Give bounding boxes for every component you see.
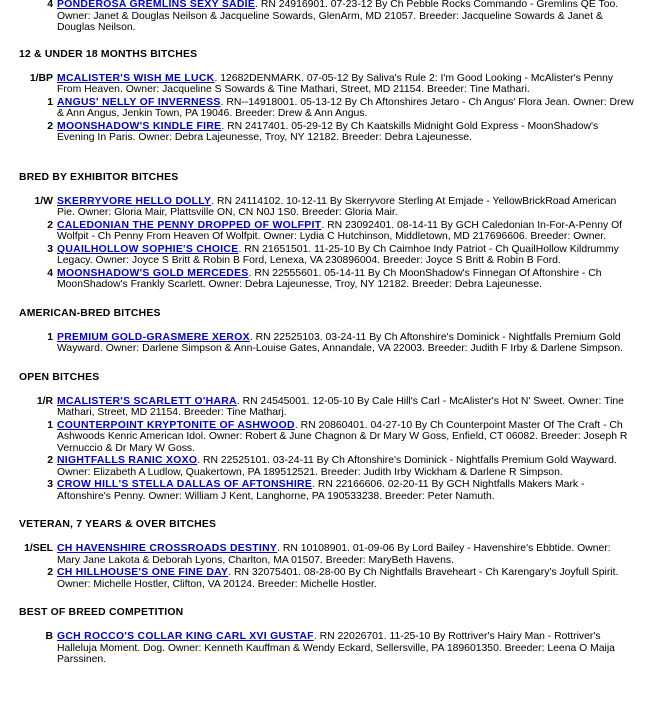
dog-name-link[interactable]: MCALISTER'S WISH ME LUCK: [57, 72, 215, 84]
result-entry: [0, 396, 654, 419]
result-entry: [0, 332, 654, 355]
entry-description: . RN 22166606. 02-20-11 By GCH Nightfalls Makers Mark - Aftonshire's Penny. Owner: William J Kent, Langhorne, PA 190533238. Breeder: Peter Namuth.: [57, 479, 585, 502]
dog-name-link[interactable]: SKERRYVORE HELLO DOLLY: [57, 195, 212, 207]
dog-name-link[interactable]: CH HAVENSHIRE CROSSROADS DESTINY: [57, 543, 278, 554]
entry-description: . RN 10108901. 01-09-06 By Lord Bailey - Havenshire's Ebbtide. Owner: Mary Jane Lakota & Deborah Lyons, Charlton, MA 01507. Breeder: MaryBeth Havens.: [57, 543, 611, 566]
entry-placing: 1/R: [36, 395, 53, 407]
dog-name-link[interactable]: MCALISTER'S SCARLETT O'HARA: [57, 395, 237, 407]
dog-name-link[interactable]: ANGUS' NELLY OF INVERNESS: [57, 96, 221, 108]
entry-placing: 3: [47, 243, 53, 255]
entry-description: . RN 24545001. 12-05-10 By Cale Hill's Carl - McAlister's Hot N' Sweet. Owner: Tine Mathari, Street, MD 21154. Breeder: Tine Matharj.: [57, 395, 624, 418]
entry-placing: 2: [47, 120, 53, 132]
entry-description: . RN 20860401. 04-27-10 By Ch Counterpoint Master Of The Craft - Ch Ashwoods Kenric American Idol. Owner: Robert & June Chagnon & Dr Mary W Goss, Enfield, CT 06082. Breeder: Joseph R Vernuccio & Dr Mary W Goss.: [57, 419, 628, 454]
dog-name-link[interactable]: CROW HILL'S STELLA DALLAS OF AFTONSHIRE: [57, 479, 313, 490]
entry-description: . RN 22525103. 03-24-11 By Ch Aftonshire's Dominick - Nightfalls Premium Gold Wayward. Owner: Darlene Simpson & Ann-Louise Gates, Annandale, VA 22003. Breeder: Judith F Irby & Darlene Simpson.: [57, 331, 624, 354]
entry-placing: 2: [47, 219, 53, 231]
section-title: BRED BY EXHIBITOR BITCHES: [19, 171, 179, 183]
result-entry: [0, 268, 654, 291]
entry-placing: 1: [47, 419, 53, 431]
result-entry: [0, 97, 654, 120]
result-entry: [0, 479, 654, 502]
entry-description: . RN 21651501. 11-25-10 By Ch Caimhoe Indy Patriot - Ch QuailHollow Kildrummy Legacy. Owner: Joyce S Britt & Robin B Ford, Lenexa, VA 230896004. Breeder: Joyce S Britt & Robin B Ford.: [57, 243, 619, 266]
entry-placing: B: [45, 631, 53, 642]
result-entry: [0, 420, 654, 455]
entry-placing: 4: [47, 267, 53, 279]
result-entry: [0, 196, 654, 219]
result-entry: [0, 455, 654, 478]
entry-placing: 1/BP: [29, 72, 53, 84]
result-entry: [0, 73, 654, 96]
entry-placing: 1/W: [34, 195, 53, 207]
entry-placing: 1: [47, 96, 53, 108]
section-american-bred: [0, 308, 654, 355]
result-entry: [0, 121, 654, 144]
result-entry-top: [0, 0, 654, 34]
entry-description: . RN 23092401. 08-14-11 By GCH Caledonian In-For-A-Penny Of Wolfpit - Ch Penny From Heaven Of Wolfpit. Owner: Lydia C Hutchinson, Middletown, MD 217696606. Breeder: Owner.: [57, 219, 623, 242]
section-title: AMERICAN-BRED BITCHES: [19, 307, 161, 319]
entry-description: . 12682DENMARK. 07-05-12 By Saliva's Rule 2: I'm Good Looking - McAlister's Penny From Heaven. Owner: Jacqueline S Sowards & Tine Mathari, Street, MD 21154. Breeder: Tine Mathari.: [57, 72, 614, 95]
section-title: OPEN BITCHES: [19, 371, 100, 383]
entry-placing: 2: [47, 567, 53, 578]
result-entry: [0, 220, 654, 243]
section-veteran: [0, 519, 654, 590]
section-title: 12 & UNDER 18 MONTHS BITCHES: [19, 48, 198, 60]
entry-description: . RN 2417401. 05-29-12 By Ch Kaatskills Midnight Gold Express - MoonShadow's Evening In Paris. Owner: Debra Lajeunesse, Troy, NY 12182. Breeder: Debra Lajeunesse.: [57, 120, 599, 143]
dog-name-link[interactable]: PONDEROSA GREMLINS SEXY SADIE: [57, 0, 256, 10]
entry-description: . RN 22555601. 05-14-11 By Ch MoonShadow's Finnegan Of Aftonshire - Ch MoonShadow's Frankly Scarlett. Owner: Debra Lajeunesse, Troy, NY 12182. Breeder: Debra Lajeunesse.: [57, 267, 602, 290]
result-entry: [0, 543, 654, 566]
dog-name-link[interactable]: MOONSHADOW'S KINDLE FIRE: [57, 120, 222, 132]
section-open: [0, 372, 654, 503]
dog-name-link[interactable]: MOONSHADOW'S GOLD MERCEDES: [57, 267, 249, 279]
section-best-of-breed: [0, 607, 654, 666]
dog-name-link[interactable]: QUAILHOLLOW SOPHIE'S CHOICE: [57, 243, 239, 255]
entry-description: . RN 22525101. 03-24-11 By Ch Aftonshire's Dominick - Nightfalls Premium Gold Wayward. Owner: Elizabeth A Ludlow, Quakertown, PA 189512521. Breeder: Judith Irby Wickham & Darlene R Simpson.: [57, 455, 617, 478]
entry-description: . RN 32075401. 08-28-00 By Ch Nightfalls Braveheart - Ch Karengary's Joyfull Spirit. Owner: Michelle Hostler, Clifton, VA 20124. Breeder: Michelle Hostler.: [57, 567, 619, 590]
entry-placing: 3: [47, 479, 53, 490]
dog-name-link[interactable]: GCH ROCCO'S COLLAR KING CARL XVI GUSTAF: [57, 631, 314, 642]
section-bred-by-exhibitor: [0, 172, 654, 291]
dog-name-link[interactable]: CALEDONIAN THE PENNY DROPPED OF WOLFPIT: [57, 219, 322, 231]
result-entry: [0, 567, 654, 590]
entry-description: . RN 22026701. 11-25-10 By Rottriver's Hairy Man - Rottriver's Halleluja Moment. Dog. Owner: Kenneth Kauffman & Wendy Eckard, Sellersville, PA 189601350. Breeder: Leena O Maija Parssinen.: [57, 631, 615, 665]
dog-name-link[interactable]: NIGHTFALLS RANIC XOXO: [57, 455, 198, 466]
dog-name-link[interactable]: PREMIUM GOLD-GRASMERE XEROX: [57, 331, 250, 343]
section-title: VETERAN, 7 YEARS & OVER BITCHES: [19, 519, 217, 530]
dog-name-link[interactable]: CH HILLHOUSE'S ONE FINE DAY: [57, 567, 229, 578]
result-entry: [0, 631, 654, 666]
entry-description: . RN 24114102. 10-12-11 By Skerryvore Sterling At Emjade - YellowBrickRoad American Pie. Owner: Gloria Mair, Plattsville ON, CN N0J 1S0. Breeder: Gloria Mair.: [57, 195, 617, 218]
entry-placing: 1/SEL: [24, 543, 53, 554]
dog-name-link[interactable]: COUNTERPOINT KRYPTONITE OF ASHWOOD: [57, 419, 295, 431]
section-12-18-months: [0, 49, 654, 144]
section-title: BEST OF BREED COMPETITION: [19, 607, 184, 618]
entry-placing: 1: [47, 331, 53, 343]
entry-placing: 4: [47, 0, 53, 10]
entry-placing: 2: [47, 455, 53, 466]
entry-description: . RN--14918001. 05-13-12 By Ch Aftonshires Jetaro - Ch Angus' Flora Jean. Owner: Drew & Ann Angus, Jenkin Town, PA 19046. Breeder: Drew & Ann Angus.: [57, 96, 634, 119]
entry-description: . RN 24916901. 07-23-12 By Ch Pebble Rocks Commando - Gremlins QE Too. Owner: Janet & Douglas Neilson & Jacqueline Sowards, GlenArm, MD 21057. Breeder: Jacqueline Sowards & Janet & Douglas Neilson.: [57, 0, 619, 33]
result-entry: [0, 244, 654, 267]
